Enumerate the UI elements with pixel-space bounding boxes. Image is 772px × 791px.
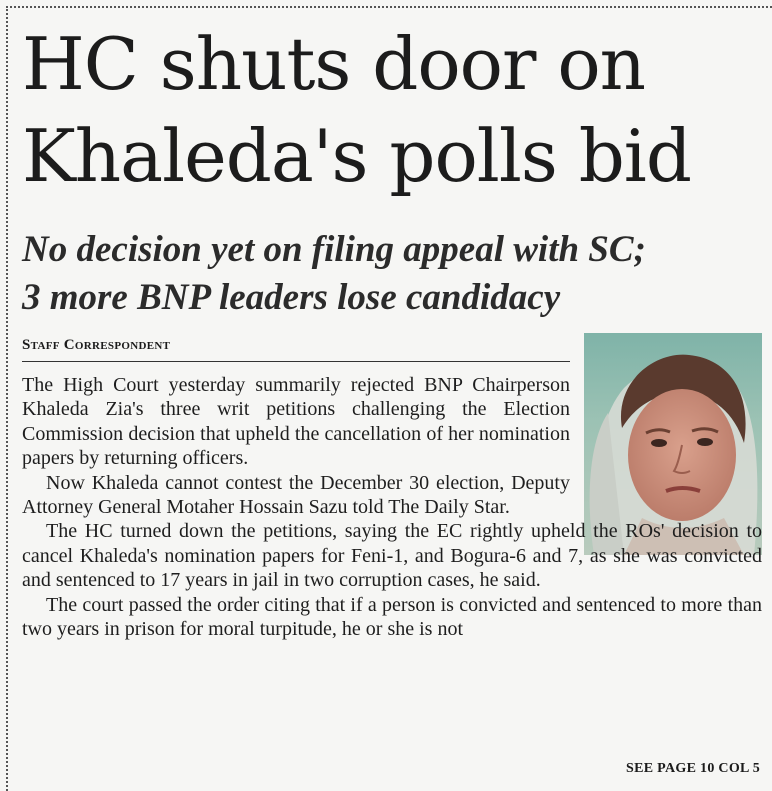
article-body <box>22 373 762 641</box>
headline <box>22 18 762 202</box>
article-paragraph-3: The HC turned down the petitions, saying the EC rightly upheld the ROs' decision to cancel Khaleda's nomination papers for Feni-1, and Bogura-6 and 7, as she was convicted and sentenced to 17 years in jail in two corruption cases, he said. <box>22 520 762 592</box>
continued-on-page-note: SEE PAGE 10 COL 5 <box>626 761 760 776</box>
headline-line-1: HC shuts door on <box>22 22 646 106</box>
article-paragraph-2: Now Khaleda cannot contest the December 30 election, Deputy Attorney General Motaher Hossain Sazu told The Daily Star. <box>22 471 570 519</box>
headline-line-2: Khaleda's polls bid <box>22 114 691 198</box>
dotted-border-top <box>10 6 772 8</box>
byline: Staff Correspondent <box>22 337 570 362</box>
subheadline-line-2: 3 more BNP leaders lose candidacy <box>22 277 561 318</box>
article-wrapped-column <box>22 373 570 519</box>
dotted-border-left <box>6 6 8 791</box>
subheadline-line-1: No decision yet on filing appeal with SC; <box>22 229 646 270</box>
article-paragraph-1: The High Court yesterday summarily rejected BNP Chairperson Khaleda Zia's three writ petitions challenging the Election Commission decision that upheld the cancellation of her nomination papers by returning officers. <box>22 374 570 470</box>
subheadline <box>22 226 762 322</box>
article-paragraph-4: The court passed the order citing that if a person is convicted and sentenced to more than two years in prison for moral turpitude, he or she is not <box>22 593 762 641</box>
